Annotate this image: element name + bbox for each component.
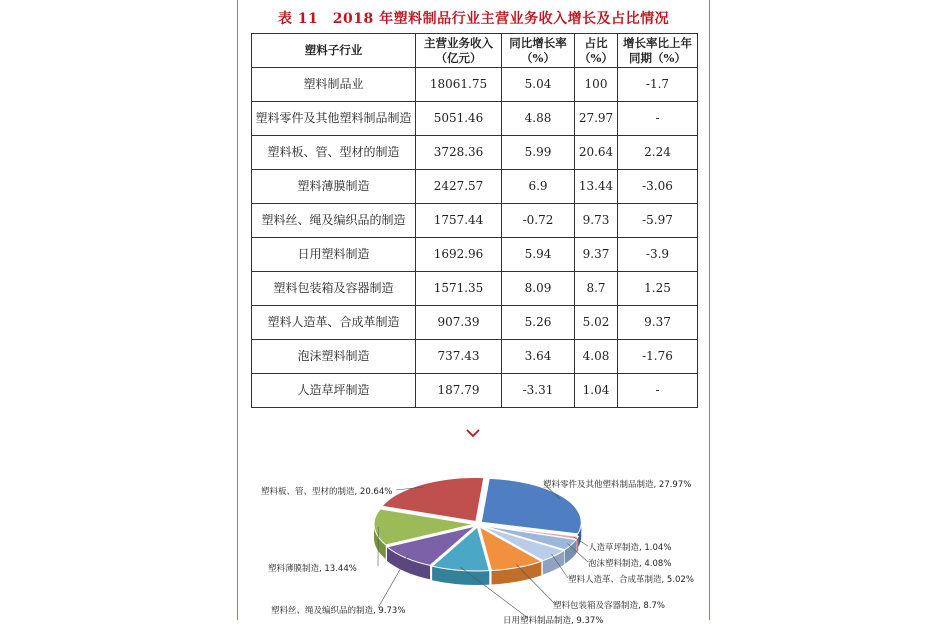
cell-growth: 6.9 <box>502 170 575 204</box>
cell-growth: 8.09 <box>502 272 575 306</box>
cell-name: 塑料板、管、型材的制造 <box>252 136 416 170</box>
cell-revenue: 3728.36 <box>416 136 502 170</box>
cell-name: 塑料零件及其他塑料制品制造 <box>252 102 416 136</box>
table-row <box>252 272 698 306</box>
pie-label: 日用塑料制品制造, 9.37% <box>503 614 603 626</box>
cell-growth: 5.26 <box>502 306 575 340</box>
cell-name: 塑料丝、绳及编织品的制造 <box>252 204 416 238</box>
cell-change: -3.9 <box>618 238 698 272</box>
header-change: 增长率比上年 同期（%） <box>618 34 698 68</box>
cell-share: 20.64 <box>575 136 618 170</box>
cell-share: 8.7 <box>575 272 618 306</box>
cell-name: 人造草坪制造 <box>252 374 416 408</box>
chevron-down-icon[interactable] <box>466 428 480 438</box>
document-page <box>237 0 710 620</box>
pie-label: 塑料丝、绳及编织品的制造, 9.73% <box>271 604 405 616</box>
cell-change: -3.06 <box>618 170 698 204</box>
cell-share: 9.73 <box>575 204 618 238</box>
pie-label: 塑料包装箱及容器制造, 8.7% <box>553 599 665 611</box>
cell-change: -5.97 <box>618 204 698 238</box>
cell-share: 27.97 <box>575 102 618 136</box>
header-growth: 同比增长率 （%） <box>502 34 575 68</box>
cell-change: 2.24 <box>618 136 698 170</box>
pie-label: 塑料人造革、合成革制造, 5.02% <box>568 573 694 585</box>
header-industry: 塑料子行业 <box>252 34 416 68</box>
cell-change: -1.7 <box>618 68 698 102</box>
cell-share: 5.02 <box>575 306 618 340</box>
cell-name: 塑料人造革、合成革制造 <box>252 306 416 340</box>
cell-change: 9.37 <box>618 306 698 340</box>
pie-chart <box>238 462 711 620</box>
pie-label: 塑料薄膜制造, 13.44% <box>268 562 357 574</box>
cell-name: 塑料制品业 <box>252 68 416 102</box>
cell-name: 日用塑料制造 <box>252 238 416 272</box>
table-row <box>252 238 698 272</box>
cell-share: 4.08 <box>575 340 618 374</box>
cell-name: 塑料薄膜制造 <box>252 170 416 204</box>
table-row <box>252 170 698 204</box>
header-revenue: 主营业务收入 （亿元） <box>416 34 502 68</box>
cell-revenue: 1757.44 <box>416 204 502 238</box>
pie-label: 塑料零件及其他塑料制品制造, 27.97% <box>543 478 691 490</box>
cell-growth: -0.72 <box>502 204 575 238</box>
cell-revenue: 2427.57 <box>416 170 502 204</box>
pie-label: 泡沫塑料制造, 4.08% <box>588 557 671 569</box>
cell-share: 100 <box>575 68 618 102</box>
cell-growth: 5.04 <box>502 68 575 102</box>
cell-share: 13.44 <box>575 170 618 204</box>
table-row <box>252 102 698 136</box>
table-row <box>252 374 698 408</box>
table-row <box>252 136 698 170</box>
table-row <box>252 68 698 102</box>
cell-growth: 4.88 <box>502 102 575 136</box>
cell-change: -1.76 <box>618 340 698 374</box>
cell-revenue: 907.39 <box>416 306 502 340</box>
table-row <box>252 204 698 238</box>
cell-growth: 5.99 <box>502 136 575 170</box>
cell-growth: 5.94 <box>502 238 575 272</box>
pie-label: 人造草坪制造, 1.04% <box>588 541 671 553</box>
pie-label: 塑料板、管、型材的制造, 20.64% <box>261 485 392 497</box>
cell-revenue: 18061.75 <box>416 68 502 102</box>
table-row <box>252 306 698 340</box>
cell-revenue: 737.43 <box>416 340 502 374</box>
table-title: 表 11 2018 年塑料制品行业主营业务收入增长及占比情况 <box>238 8 709 28</box>
cell-share: 9.37 <box>575 238 618 272</box>
cell-revenue: 1571.35 <box>416 272 502 306</box>
cell-change: - <box>618 102 698 136</box>
table-row <box>252 340 698 374</box>
cell-change: 1.25 <box>618 272 698 306</box>
cell-revenue: 187.79 <box>416 374 502 408</box>
cell-share: 1.04 <box>575 374 618 408</box>
cell-change: - <box>618 374 698 408</box>
table-header-row <box>252 34 698 68</box>
cell-revenue: 1692.96 <box>416 238 502 272</box>
header-share: 占比 （%） <box>575 34 618 68</box>
cell-name: 塑料包装箱及容器制造 <box>252 272 416 306</box>
cell-name: 泡沫塑料制造 <box>252 340 416 374</box>
cell-growth: 3.64 <box>502 340 575 374</box>
cell-growth: -3.31 <box>502 374 575 408</box>
industry-table <box>251 33 698 408</box>
cell-revenue: 5051.46 <box>416 102 502 136</box>
